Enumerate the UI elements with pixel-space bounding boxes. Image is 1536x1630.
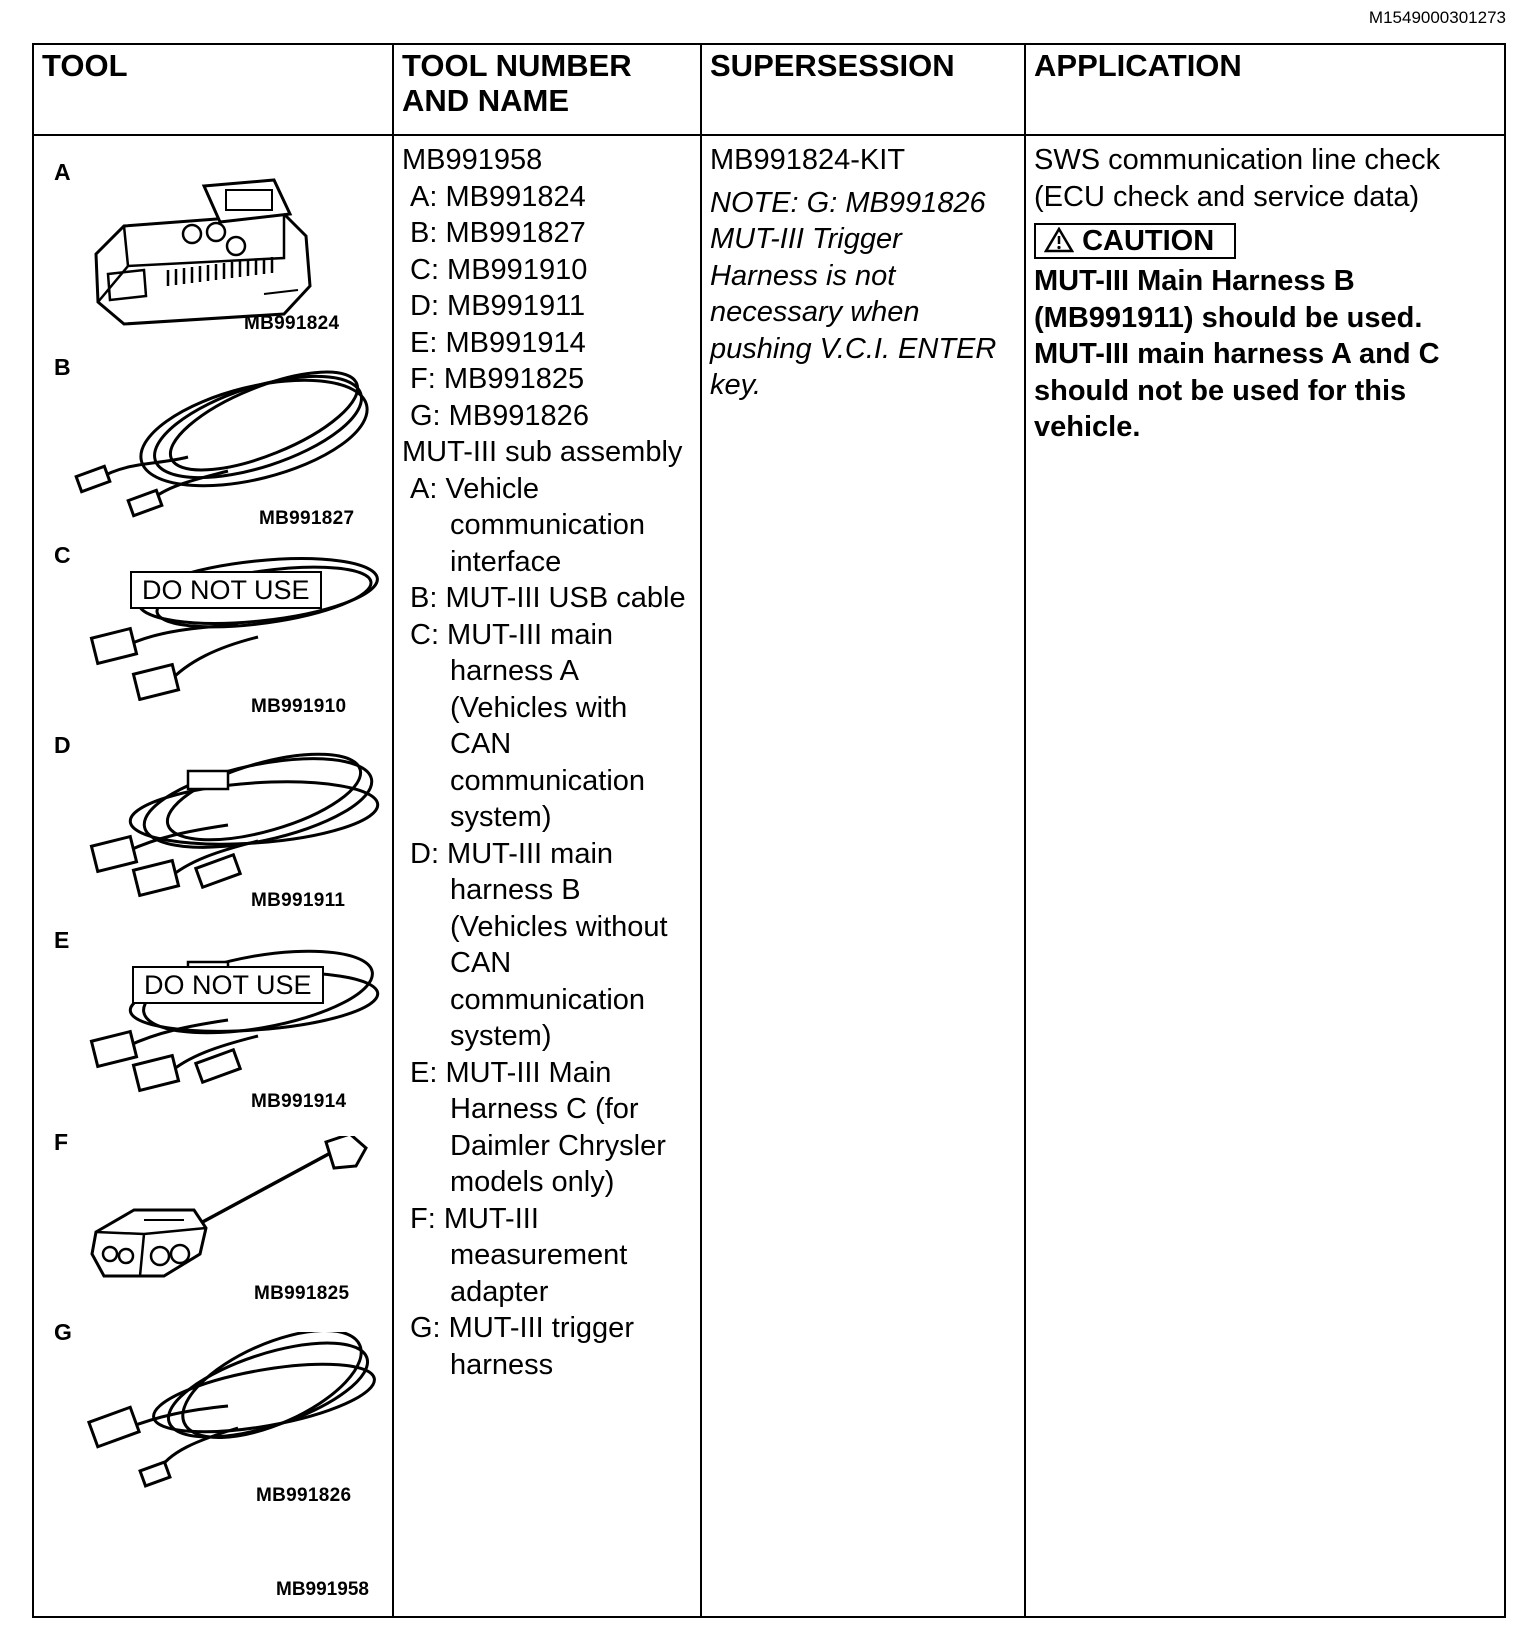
part-line-c: C: MB991910 xyxy=(410,253,588,286)
usb-cable-icon xyxy=(58,361,378,521)
main-harness-b-icon xyxy=(58,741,388,901)
header-tool-number-and-name: TOOL NUMBER AND NAME xyxy=(393,44,701,135)
tool-part-number: MB991825 xyxy=(254,1283,350,1304)
supersession-kit: MB991824-KIT xyxy=(710,144,906,176)
tool-item-g xyxy=(34,1296,394,1506)
part-line-d: D: MB991911 xyxy=(410,290,586,322)
trigger-harness-icon xyxy=(58,1332,388,1492)
tool-letter: F xyxy=(54,1129,69,1155)
kit-number: MB991958 xyxy=(402,144,543,176)
tool-letter: B xyxy=(54,354,71,380)
tool-illustrations-cell xyxy=(33,135,393,1617)
header-row xyxy=(33,44,1505,135)
tool-item-b xyxy=(34,331,394,529)
special-tools-table xyxy=(32,43,1506,1618)
name-line-f: F: MUT-III measurement adapter xyxy=(410,1202,628,1308)
part-line-a: A: MB991824 xyxy=(410,180,586,213)
tool-item-e xyxy=(34,906,394,1112)
tool-item-c xyxy=(34,521,394,717)
supersession-note: NOTE: G: MB991826 MUT-III Trigger Harness is not necessary when pushing V.C.I. ENTER key. xyxy=(710,186,997,401)
name-line-c: C: MUT-III main harness A (Vehicles with CAN communication system) xyxy=(410,618,646,833)
tool-part-number: MB991914 xyxy=(251,1091,347,1112)
name-line-a: A: Vehicle communication interface xyxy=(410,472,646,578)
tool-number-and-name-cell xyxy=(393,135,701,1617)
header-supersession: SUPERSESSION xyxy=(701,44,1025,135)
supersession-cell xyxy=(701,135,1025,1617)
caution-box xyxy=(1034,223,1236,259)
caution-label: CAUTION xyxy=(1082,225,1215,257)
part-line-b: B: MB991827 xyxy=(410,217,586,249)
tool-letter: A xyxy=(54,159,71,185)
subassembly-label: MUT-III sub assembly xyxy=(402,436,683,468)
tool-part-number: MB991911 xyxy=(251,890,346,911)
name-line-d: D: MUT-III main harness B (Vehicles without CAN communication system) xyxy=(410,837,668,1052)
table-row xyxy=(33,135,1505,1617)
name-line-b: B: MUT-III USB cable xyxy=(410,582,686,614)
tool-letter: C xyxy=(54,542,71,568)
caution-text: MUT-III Main Harness B (MB991911) should be used. MUT-III main harness A and C should not be used for this vehicle. xyxy=(1034,265,1440,443)
part-line-e: E: MB991914 xyxy=(410,326,586,359)
application-text: SWS communication line check (ECU check and service data) xyxy=(1034,144,1441,213)
header-application: APPLICATION xyxy=(1025,44,1505,135)
part-line-f: F: MB991825 xyxy=(410,363,585,395)
tool-part-number: MB991826 xyxy=(256,1485,352,1506)
part-line-g: G: MB991826 xyxy=(410,399,589,432)
document-id: M1549000301273 xyxy=(1368,8,1506,27)
name-line-e: E: MUT-III Main Harness C (for Daimler Chrysler models only) xyxy=(410,1056,666,1198)
measurement-adapter-icon xyxy=(74,1136,374,1286)
tool-item-f xyxy=(34,1106,394,1304)
name-line-g: G: MUT-III trigger harness xyxy=(410,1312,634,1381)
header-tool: TOOL xyxy=(33,44,393,135)
do-not-use-label: DO NOT USE xyxy=(132,966,324,1004)
tool-item-d xyxy=(34,711,394,911)
tool-part-number: MB991827 xyxy=(259,508,355,529)
warning-triangle-icon xyxy=(1044,227,1074,253)
tool-part-number: MB991910 xyxy=(251,696,347,717)
main-harness-c-icon xyxy=(58,936,388,1096)
do-not-use-label: DO NOT USE xyxy=(130,571,322,609)
tool-letter: E xyxy=(54,927,70,953)
tool-part-number: MB991824 xyxy=(244,313,340,334)
application-cell xyxy=(1025,135,1505,1617)
tool-letter: D xyxy=(54,732,71,758)
tool-item-a xyxy=(34,136,394,334)
kit-part-number: MB991958 xyxy=(276,1579,369,1600)
tool-letter: G xyxy=(54,1319,72,1345)
